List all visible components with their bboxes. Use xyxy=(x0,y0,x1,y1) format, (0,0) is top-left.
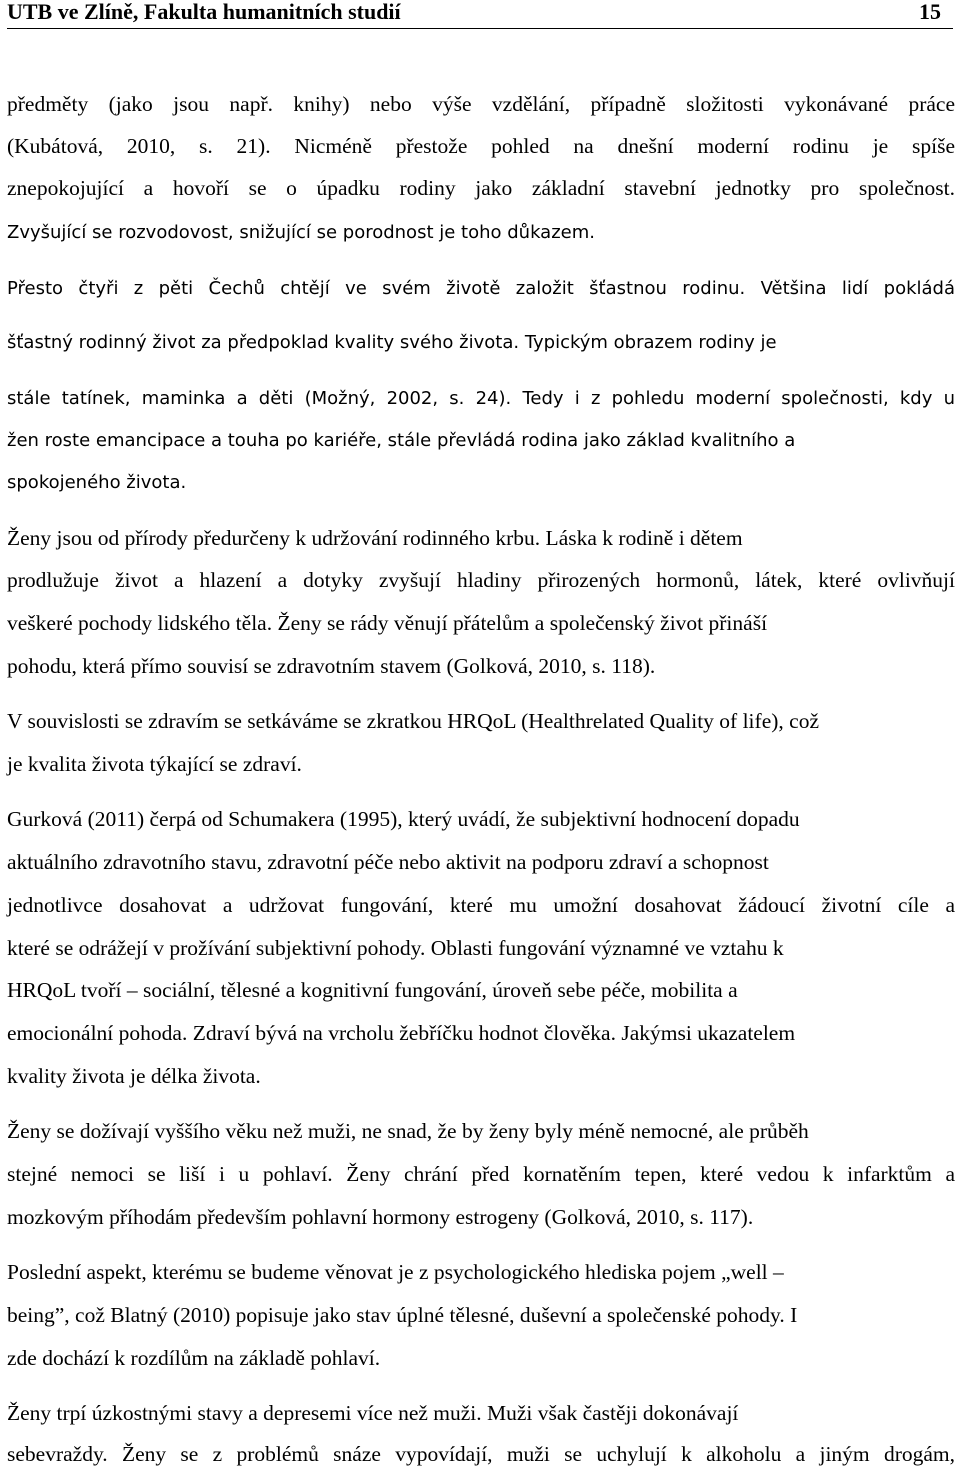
text-line: stejné nemoci se liší i u pohlaví. Ženy chrání před kornatěním tepen, které vedou k infarktům a xyxy=(7,1162,955,1186)
text-line: Gurková (2011) čerpá od Schumakera (1995), který uvádí, že subjektivní hodnocení dopadu xyxy=(7,807,800,831)
text-line: kvality života je délka života. xyxy=(7,1064,261,1088)
text-line: je kvalita života týkající se zdraví. xyxy=(7,752,302,776)
text-line: being”, což Blatný (2010) popisuje jako stav úplné tělesné, duševní a společenské pohody. I xyxy=(7,1303,798,1327)
text-line: Ženy trpí úzkostnými stavy a depresemi více než muži. Muži však častěji dokonávají xyxy=(7,1401,739,1425)
text-line: Přesto čtyři z pěti Čechů chtějí ve svém životě založit šťastnou rodinu. Většina lidí pokládá xyxy=(7,278,955,299)
text-line: předměty (jako jsou např. knihy) nebo výše vzdělání, případně složitosti vykonávané práce xyxy=(7,92,955,116)
text-line: veškeré pochody lidského těla. Ženy se rády věnují přátelům a společenský život přináší xyxy=(7,611,768,635)
text-line: žen roste emancipace a touha po kariéře, stále převládá rodina jako základ kvalitního a xyxy=(7,430,796,451)
text-line: pohodu, která přímo souvisí se zdravotním stavem (Golková, 2010, s. 118). xyxy=(7,654,656,678)
text-line: spokojeného života. xyxy=(7,472,187,493)
text-line: sebevraždy. Ženy se z problémů snáze vypovídají, muži se uchylují k alkoholu a jiným drogám, xyxy=(7,1442,955,1466)
text-line: znepokojující a hovoří se o úpadku rodiny jako základní stavební jednotky pro společnost. xyxy=(7,176,955,200)
page-number: 15 xyxy=(919,0,941,24)
text-line: zde dochází k rozdílům na základě pohlaví. xyxy=(7,1346,381,1370)
text-line: HRQoL tvoří – sociální, tělesné a kognitivní fungování, úroveň sebe péče, mobilita a xyxy=(7,978,738,1002)
text-line: Ženy jsou od přírody předurčeny k udržování rodinného krbu. Láska k rodině i dětem xyxy=(7,526,743,550)
text-line: Poslední aspekt, kterému se budeme věnovat je z psychologického hlediska pojem „well – xyxy=(7,1260,784,1284)
text-line: jednotlivce dosahovat a udržovat fungování, které mu umožní dosahovat žádoucí životní cíle a xyxy=(7,893,955,917)
header-title: UTB ve Zlíně, Fakulta humanitních studií xyxy=(7,0,401,24)
text-line: emocionální pohoda. Zdraví bývá na vrcholu žebříčku hodnot člověka. Jakýmsi ukazatelem xyxy=(7,1021,796,1045)
text-line: prodlužuje život a hlazení a dotyky zvyšují hladiny přirozených hormonů, látek, které ovlivňují xyxy=(7,568,955,592)
text-line: které se odrážejí v prožívání subjektivní pohody. Oblasti fungování významné ve vztahu k xyxy=(7,936,784,960)
text-line: šťastný rodinný život za předpoklad kvality svého života. Typickým obrazem rodiny je xyxy=(7,332,777,353)
text-line: Ženy se dožívají vyššího věku než muži, ne snad, že by ženy byly méně nemocné, ale průběh xyxy=(7,1119,809,1143)
text-line: mozkovým příhodám především pohlavní hormony estrogeny (Golková, 2010, s. 117). xyxy=(7,1205,754,1229)
page-header xyxy=(7,0,953,29)
text-line: stále tatínek, maminka a děti (Možný, 2002, s. 24). Tedy i z pohledu moderní společnosti, kdy u xyxy=(7,388,955,409)
text-line: aktuálního zdravotního stavu, zdravotní péče nebo aktivit na podporu zdraví a schopnost xyxy=(7,850,769,874)
text-line: V souvislosti se zdravím se setkáváme se zkratkou HRQoL (Healthrelated Quality of life), což xyxy=(7,709,819,733)
text-line: (Kubátová, 2010, s. 21). Nicméně přestože pohled na dnešní moderní rodinu je spíše xyxy=(7,134,955,158)
text-line: Zvyšující se rozvodovost, snižující se porodnost je toho důkazem. xyxy=(7,222,595,243)
